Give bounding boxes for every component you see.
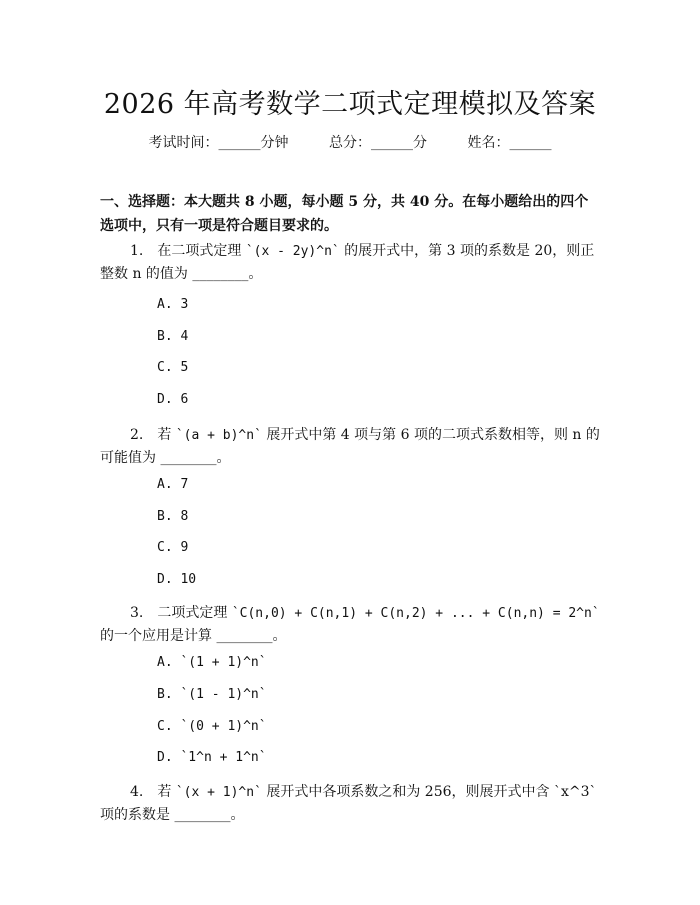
question-math: `(x - 2y)^n` [245, 244, 340, 259]
question-4 [100, 781, 600, 827]
question-text: 若 [157, 784, 176, 800]
option-b: B. 8 [157, 509, 189, 524]
question-3 [100, 602, 600, 648]
exam-time-field: 考试时间：______分钟 [148, 135, 289, 151]
page-title: 2026 年高考数学二项式定理模拟及答案 [103, 89, 597, 120]
option-d: D. `1^n + 1^n` [157, 750, 267, 765]
question-1 [100, 240, 600, 286]
option-c: C. 5 [157, 360, 189, 375]
question-text: 的展开式中，第 3 项的系数是 20，则正整数 n 的值为 ________。 [100, 243, 595, 282]
question-math: `C(n,0) + C(n,1) + C(n,2) + ... + C(n,n) = 2^n` [231, 606, 600, 621]
option-a: A. 3 [157, 297, 189, 312]
option-a: A. 7 [157, 477, 189, 492]
question-text: 在二项式定理 [157, 243, 246, 259]
exam-meta [0, 132, 700, 152]
option-d: D. 10 [157, 572, 197, 587]
question-math: `(x + 1)^n` [175, 785, 262, 800]
option-b: B. `(1 - 1)^n` [157, 687, 267, 702]
option-a: A. `(1 + 1)^n` [157, 655, 267, 670]
option-c: C. `(0 + 1)^n` [157, 719, 267, 734]
question-text: 的一个应用是计算 ________。 [100, 628, 287, 644]
question-number: 4. [130, 784, 144, 800]
total-score-field: 总分：______分 [329, 135, 427, 151]
question-text: 展开式中第 4 项与第 6 项的二项式系数相等，则 n 的可能值为 ________。 [100, 427, 600, 466]
section-heading: 一、选择题：本大题共 8 小题，每小题 5 分，共 40 分。在每小题给出的四个选项中，只有一项是符合题目要求的。 [100, 194, 589, 234]
option-b: B. 4 [157, 329, 189, 344]
question-text: 展开式中各项系数之和为 256，则展开式中含 `x^3` 项的系数是 ________。 [100, 784, 597, 823]
question-number: 1. [130, 243, 144, 259]
question-number: 3. [130, 605, 144, 621]
option-c: C. 9 [157, 540, 189, 555]
question-number: 2. [130, 427, 144, 443]
question-text: 二项式定理 [157, 605, 232, 621]
question-text: 若 [157, 427, 176, 443]
question-math: `(a + b)^n` [175, 428, 262, 443]
student-name-field: 姓名：______ [467, 135, 552, 151]
option-d: D. 6 [157, 392, 189, 407]
question-2 [100, 424, 600, 470]
